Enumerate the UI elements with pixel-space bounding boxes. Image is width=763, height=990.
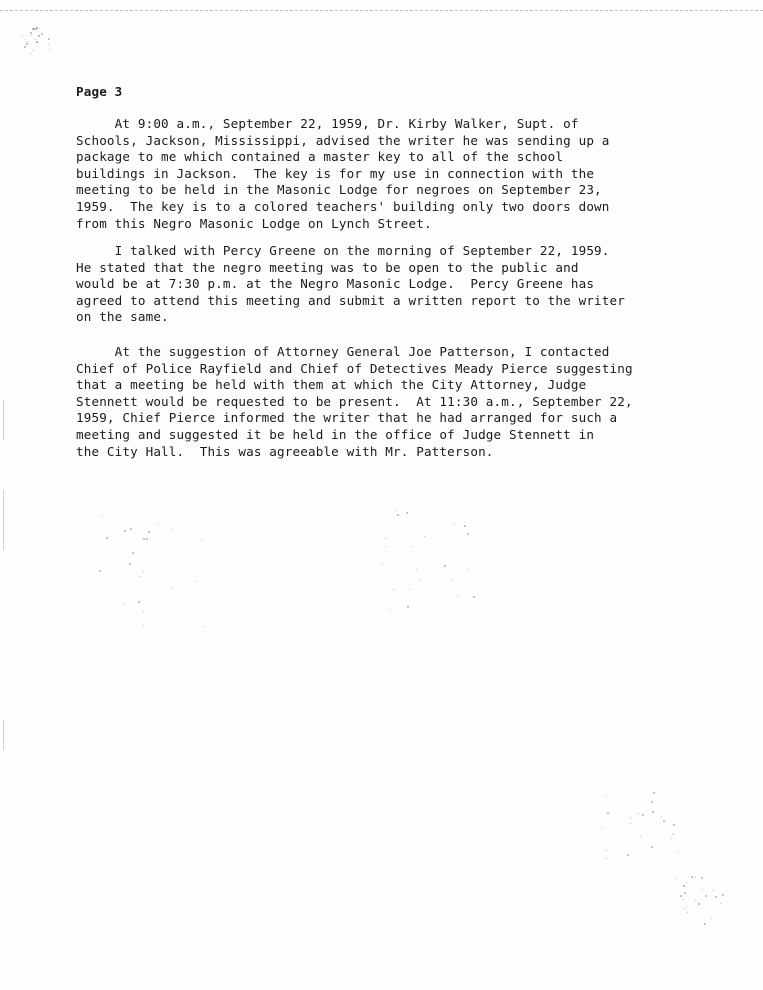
scan-speck bbox=[651, 801, 653, 803]
scan-speck bbox=[673, 824, 675, 826]
text-line: on the same. bbox=[76, 309, 169, 325]
text-line: 1959, Chief Pierce informed the writer that he had arranged for such a bbox=[76, 410, 618, 426]
scan-speck bbox=[124, 604, 125, 605]
paragraph-meeting-arrangement bbox=[76, 344, 736, 460]
scan-speck bbox=[695, 877, 696, 878]
scan-speck bbox=[467, 569, 468, 570]
text-line: buildings in Jackson. The key is for my use in connection with the bbox=[76, 165, 595, 181]
scan-speck bbox=[661, 816, 662, 817]
scan-speck bbox=[389, 609, 390, 610]
scan-speck bbox=[130, 528, 132, 530]
scan-speck bbox=[630, 817, 631, 818]
scan-speck bbox=[606, 858, 607, 859]
scan-speck bbox=[454, 523, 455, 524]
scan-speck bbox=[663, 820, 665, 822]
scan-speck bbox=[652, 811, 654, 813]
scan-speck bbox=[653, 792, 655, 794]
scan-speck bbox=[36, 41, 38, 43]
scan-speck bbox=[642, 814, 644, 816]
text-line: I talked with Percy Greene on the morning of September 22, 1959. bbox=[76, 243, 610, 258]
scan-speck bbox=[464, 525, 466, 527]
scan-speck bbox=[148, 531, 150, 533]
scan-speck bbox=[22, 36, 23, 37]
scan-speck bbox=[416, 569, 417, 570]
scan-speck bbox=[41, 33, 43, 35]
scan-speck bbox=[143, 625, 144, 626]
scan-speck bbox=[146, 538, 148, 540]
scan-speck bbox=[702, 889, 703, 890]
text-line: would be at 7:30 p.m. at the Negro Masonic Lodge. Percy Greene has bbox=[76, 276, 595, 292]
scan-speck bbox=[132, 552, 134, 554]
margin-mark bbox=[3, 490, 4, 550]
scan-speck bbox=[99, 570, 101, 572]
scan-speck bbox=[607, 812, 609, 814]
scan-speck bbox=[30, 32, 32, 34]
scan-speck bbox=[687, 912, 688, 913]
scan-speck bbox=[686, 882, 687, 883]
scan-speck bbox=[720, 903, 721, 904]
scan-speck bbox=[686, 906, 687, 907]
text-line: package to me which contained a master key to all of the school bbox=[76, 149, 564, 165]
scan-speck bbox=[424, 536, 425, 537]
scan-speck bbox=[31, 35, 32, 36]
scan-speck bbox=[457, 596, 458, 597]
scan-speck bbox=[27, 41, 28, 42]
scan-speck bbox=[677, 851, 678, 852]
scan-speck bbox=[605, 795, 606, 796]
scan-speck bbox=[683, 885, 685, 887]
scan-speck bbox=[26, 43, 28, 45]
page-top-edge bbox=[0, 0, 763, 11]
scan-speck bbox=[32, 50, 33, 51]
scan-speck bbox=[406, 512, 408, 514]
scan-speck bbox=[203, 626, 204, 627]
scan-speck bbox=[138, 601, 140, 603]
scan-speck bbox=[680, 895, 682, 897]
text-line: 1959. The key is to a colored teachers' building only two doors down bbox=[76, 198, 610, 214]
scan-speck bbox=[143, 571, 144, 572]
paragraph-key-delivery bbox=[76, 116, 736, 232]
scan-speck bbox=[602, 828, 603, 829]
margin-mark bbox=[3, 720, 4, 750]
scan-speck bbox=[676, 878, 677, 879]
text-line: Schools, Jackson, Mississippi, advised the writer he was sending up a bbox=[76, 132, 610, 148]
scan-speck bbox=[451, 580, 452, 581]
scan-speck bbox=[606, 850, 607, 851]
text-line: meeting to be held in the Masonic Lodge for negroes on September 23, bbox=[76, 182, 602, 198]
scan-speck bbox=[143, 538, 145, 540]
scan-speck bbox=[412, 546, 413, 547]
text-line: meeting and suggested it be held in the office of Judge Stennett in bbox=[76, 426, 595, 442]
scan-speck bbox=[39, 28, 40, 29]
scan-speck bbox=[48, 38, 50, 40]
scan-speck bbox=[715, 896, 717, 898]
scan-speck bbox=[711, 918, 712, 919]
scan-speck bbox=[419, 579, 420, 580]
scan-speck bbox=[671, 838, 672, 839]
scan-speck bbox=[195, 581, 196, 582]
scan-speck bbox=[24, 46, 26, 48]
scan-speck bbox=[444, 565, 446, 567]
page-number-label: Page 3 bbox=[76, 84, 123, 99]
scan-speck bbox=[712, 890, 713, 891]
text-line: agreed to attend this meeting and submit a written report to the writer bbox=[76, 292, 625, 308]
scan-speck bbox=[25, 39, 26, 40]
scan-speck bbox=[684, 892, 686, 894]
scan-speck bbox=[157, 524, 158, 525]
scan-speck bbox=[101, 516, 102, 517]
scan-speck bbox=[673, 834, 674, 835]
scan-speck bbox=[172, 588, 173, 589]
scan-speck bbox=[695, 900, 696, 901]
scan-speck bbox=[393, 589, 394, 590]
scan-speck bbox=[171, 529, 172, 530]
scan-speck bbox=[722, 894, 724, 896]
scan-speck bbox=[704, 923, 706, 925]
scan-speck bbox=[640, 836, 641, 837]
scan-speck bbox=[397, 514, 399, 516]
scan-speck bbox=[698, 903, 700, 905]
scan-speck bbox=[124, 530, 126, 532]
text-line: At the suggestion of Attorney General Joe Patterson, I contacted bbox=[76, 344, 610, 359]
scan-speck bbox=[201, 539, 202, 540]
scan-speck bbox=[630, 823, 631, 824]
scan-speck bbox=[140, 576, 141, 577]
paragraph-percy-greene bbox=[76, 243, 736, 326]
scan-speck bbox=[35, 39, 36, 40]
scan-speck bbox=[691, 876, 693, 878]
scan-speck bbox=[410, 589, 411, 590]
text-line: Chief of Police Rayfield and Chief of Detectives Meady Pierce suggesting bbox=[76, 360, 633, 376]
scan-speck bbox=[106, 537, 108, 539]
text-line: At 9:00 a.m., September 22, 1959, Dr. Kirby Walker, Supt. of bbox=[76, 116, 579, 131]
scan-speck bbox=[386, 546, 387, 547]
scan-speck bbox=[129, 563, 131, 565]
margin-mark bbox=[3, 400, 4, 440]
scan-speck bbox=[407, 606, 409, 608]
scan-speck bbox=[467, 533, 469, 535]
text-line: Stennett would be requested to be present. At 11:30 a.m., September 22, bbox=[76, 393, 633, 409]
text-line: He stated that the negro meeting was to be open to the public and bbox=[76, 259, 579, 275]
text-line: that a meeting be held with them at which the City Attorney, Judge bbox=[76, 377, 587, 393]
scan-speck bbox=[627, 854, 629, 856]
scan-speck bbox=[473, 596, 475, 598]
scan-speck bbox=[385, 538, 386, 539]
scan-speck bbox=[683, 899, 684, 900]
scan-speck bbox=[48, 44, 49, 45]
scan-speck bbox=[35, 28, 37, 30]
text-line: the City Hall. This was agreeable with Mr. Patterson. bbox=[76, 443, 494, 459]
scan-speck bbox=[396, 510, 397, 511]
text-line: from this Negro Masonic Lodge on Lynch Street. bbox=[76, 215, 432, 231]
scan-speck bbox=[38, 35, 40, 37]
scan-speck bbox=[701, 877, 703, 879]
scan-speck bbox=[651, 846, 653, 848]
scan-speck bbox=[638, 813, 639, 814]
scan-speck bbox=[684, 908, 685, 909]
scan-speck bbox=[49, 49, 50, 50]
scan-speck bbox=[382, 564, 383, 565]
scan-speck bbox=[143, 611, 144, 612]
scan-speck bbox=[31, 53, 32, 54]
scan-speck bbox=[705, 895, 707, 897]
